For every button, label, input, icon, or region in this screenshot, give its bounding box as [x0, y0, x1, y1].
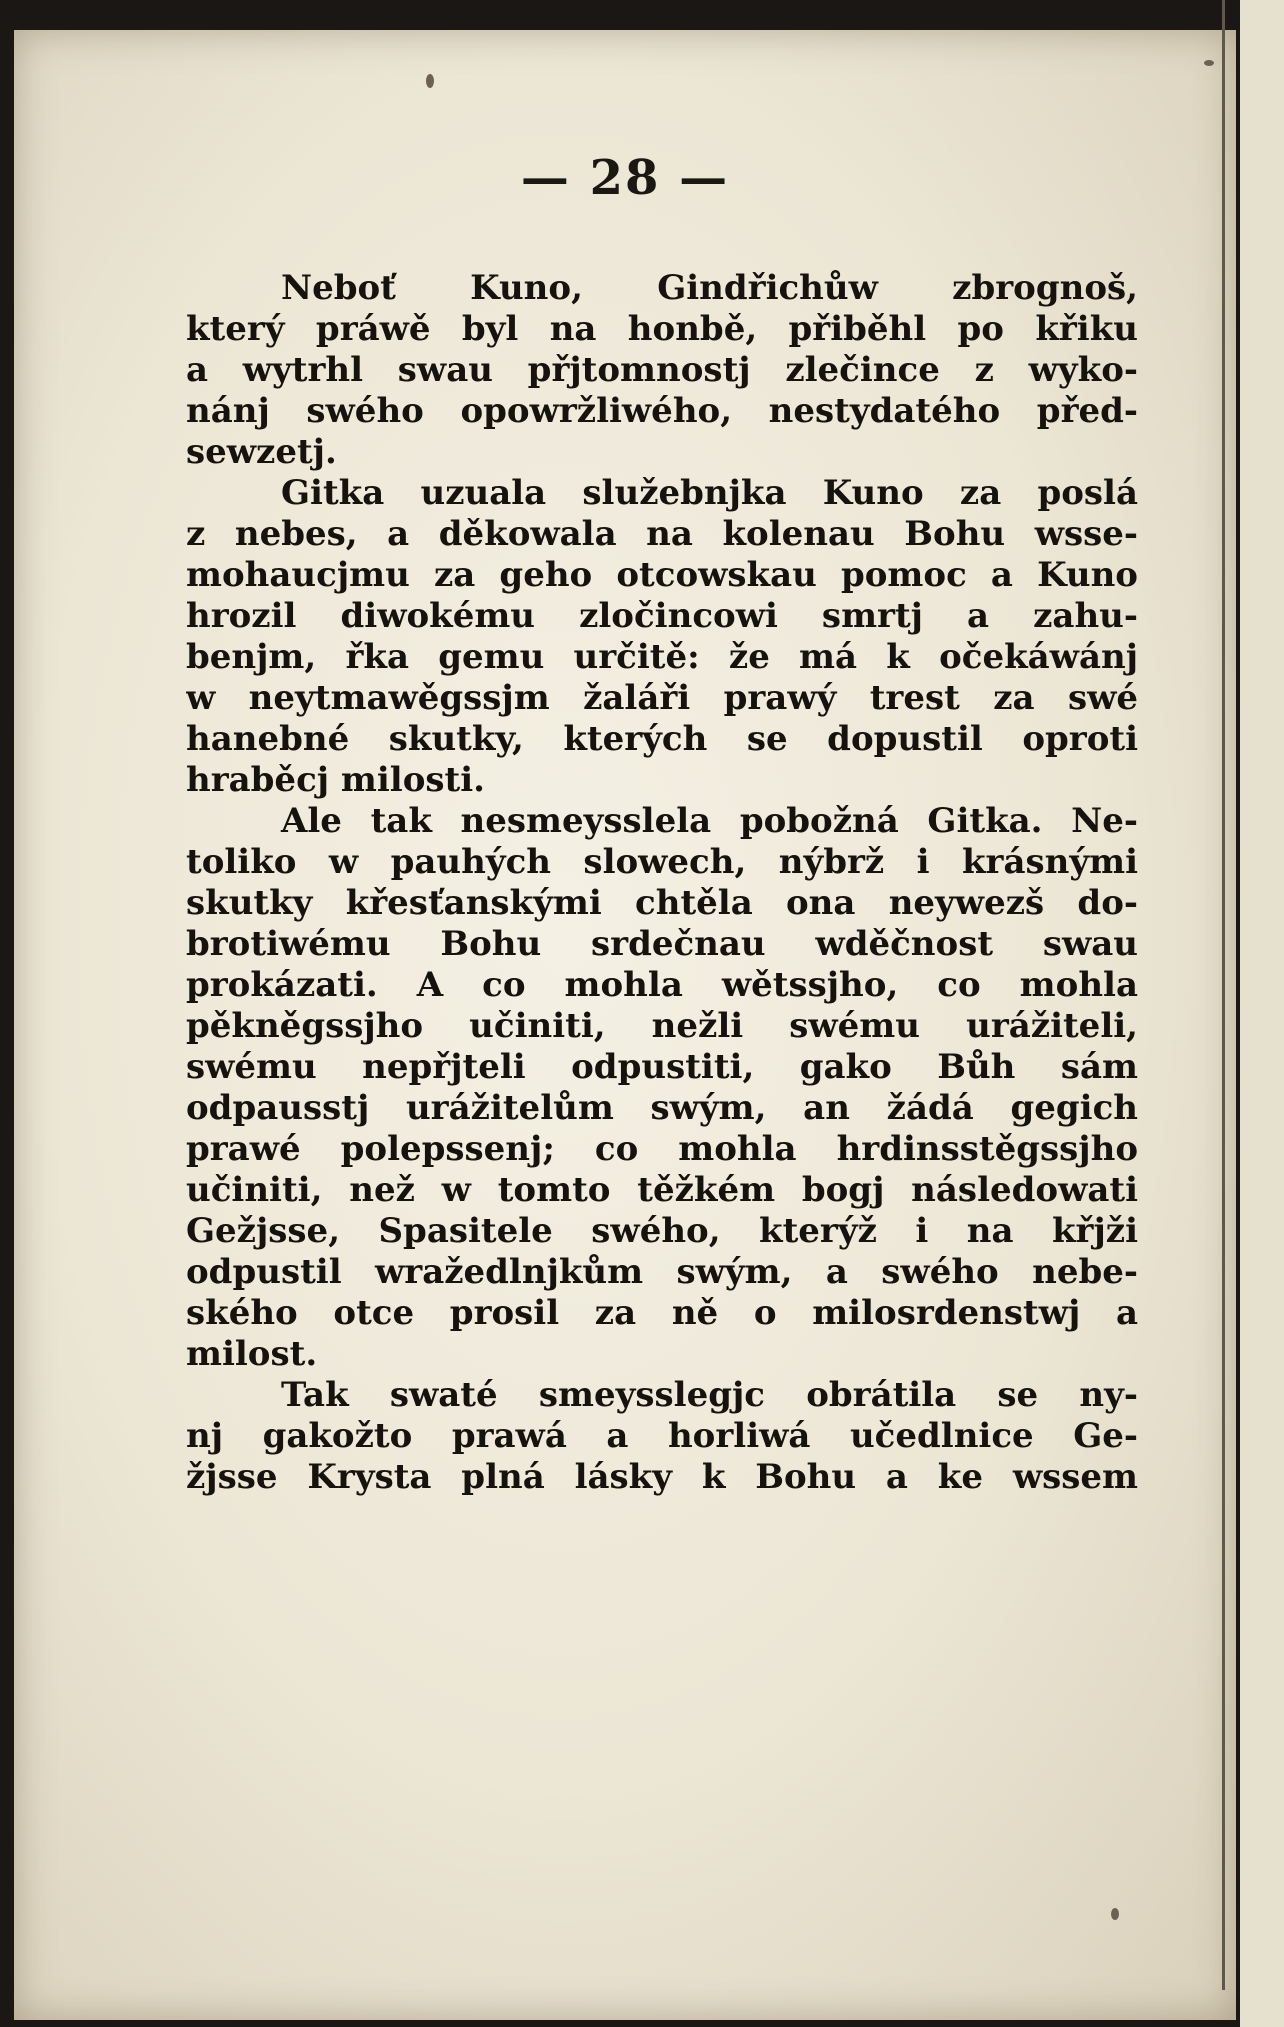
text-line: Ale tak nesmeysslela pobožná Gitka. Ne- — [281, 801, 1138, 841]
text-line: sewzetj. — [186, 432, 337, 472]
text-line: pěkněgssjho učiniti, nežli swému urážiteli, — [186, 1006, 1138, 1046]
text-line: tolikо w pauhých slowech, nýbrž i krásnými — [186, 842, 1138, 882]
book-page — [14, 30, 1236, 2020]
text-line: prokázati. A co mohla wětssjho, co mohla — [186, 965, 1138, 1005]
text-line: w neytmawěgssjm žaláři prawý trest za swé — [186, 678, 1138, 718]
text-line: učiniti, než w tomto těžkém bogj následowati — [186, 1170, 1138, 1210]
paper-speck — [1204, 60, 1214, 66]
text-line: skutky křesťanskými chtěla ona neywezš do- — [186, 883, 1138, 923]
text-line: ského otce prosil za ně o milosrdenstwj a — [186, 1293, 1138, 1333]
text-line: hanebné skutky, kterých se dopustil oproti — [186, 719, 1138, 759]
text-line: mohaucjmu za geho otcowskau pomoc a Kuno — [186, 555, 1138, 595]
text-line: Gežjsse, Spasitele swého, kterýž i na křjži — [186, 1211, 1138, 1251]
text-line: Gitka uzuala služebnjka Kuno za poslá — [281, 473, 1138, 513]
text-line: benjm, řka gemu určitě: že má k očekáwánj — [186, 637, 1138, 677]
text-line: odpustil wražedlnjkům swým, a swého nebe- — [186, 1252, 1138, 1292]
text-line: žjsse Krysta plná lásky k Bohu a ke wssem — [186, 1457, 1138, 1497]
text-line: a wytrhl swau přjtomnostj zlečince z wyko- — [186, 350, 1138, 390]
text-line: milost. — [186, 1334, 318, 1374]
page-gutter — [1222, 0, 1225, 1990]
text-line: swému nepřjteli odpustiti, gako Bůh sám — [186, 1047, 1138, 1087]
text-line: odpausstj urážitelům swým, an žádá gegich — [186, 1088, 1138, 1128]
body-text — [186, 268, 1138, 1498]
text-line: nánj swého opowržliwého, nestydatého před- — [186, 391, 1138, 431]
text-line: Tak swaté smeysslegjc obrátila se ny- — [281, 1375, 1138, 1415]
paper-speck — [1111, 1908, 1119, 1920]
text-line: hraběcj milosti. — [186, 760, 485, 800]
text-line: hrozil diwokému zločincowi smrtj a zahu- — [186, 596, 1138, 636]
text-line: prawé polepssenj; co mohla hrdinsstěgssjho — [186, 1129, 1138, 1169]
text-line: který práwě byl na honbě, přiběhl po křiku — [186, 309, 1138, 349]
page-number: — 28 — — [520, 150, 730, 206]
text-line: z nebes, a děkowala na kolenau Bohu wsse- — [186, 514, 1138, 554]
text-line: nj gakožto prawá a horliwá učedlnice Ge- — [186, 1416, 1138, 1456]
text-line: brotiwému Bohu srdečnau wděčnost swau — [186, 924, 1138, 964]
paper-speck — [426, 74, 434, 88]
next-page-strip — [1240, 0, 1284, 2027]
text-line: Neboť Kuno, Gindřichůw zbrognoš, — [281, 268, 1138, 308]
